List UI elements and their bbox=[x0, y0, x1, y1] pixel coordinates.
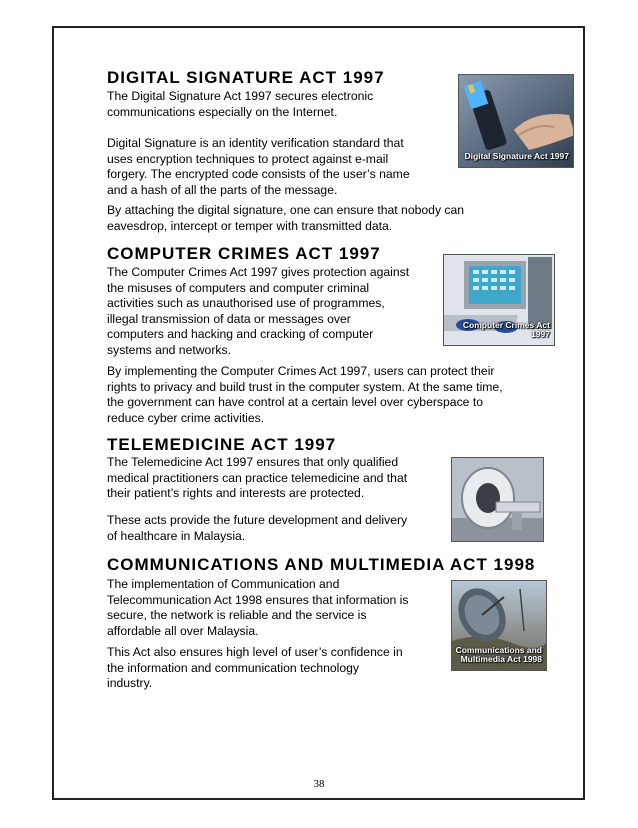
telemedicine-image bbox=[451, 457, 544, 542]
medical-scanner-icon bbox=[452, 458, 544, 542]
section-heading-computer-crimes: COMPUTER CRIMES ACT 1997 bbox=[107, 244, 381, 263]
section-heading-digital-signature: DIGITAL SIGNATURE ACT 1997 bbox=[107, 68, 385, 87]
paragraph: By implementing the Computer Crimes Act 1997, users can protect their rights to privacy and build trust in the computer system. At the same time, the government can have control at a certain level over cyberspace to reduce cyber crime activities. bbox=[107, 364, 503, 425]
image-caption: Digital Signature Act 1997 bbox=[464, 151, 569, 161]
paragraph: Digital Signature is an identity verification standard that uses encryption techniques to protect against e-mail forgery. The encrypted code consists of the user’s name and a hash of all the parts of the message. bbox=[107, 136, 410, 197]
section-heading-communications-multimedia: COMMUNICATIONS AND MULTIMEDIA ACT 1998 bbox=[107, 555, 536, 574]
page-number: 38 bbox=[313, 778, 325, 790]
image-caption: Communications and Multimedia Act 1998 bbox=[455, 645, 542, 664]
digital-signature-image bbox=[458, 74, 574, 168]
communications-image bbox=[451, 580, 547, 671]
paragraph: By attaching the digital signature, one can ensure that nobody can eavesdrop, intercept or temper with transmitted data. bbox=[107, 203, 465, 233]
paragraph: This Act also ensures high level of user’s confidence in the information and communication technology industry. bbox=[107, 645, 403, 691]
paragraph: These acts provide the future development and delivery of healthcare in Malaysia. bbox=[107, 513, 408, 543]
paragraph: The Computer Crimes Act 1997 gives protection against the misuses of computers and computer criminal activities such as unauthorised use of programmes, illegal transmission of data or messages over computers and hacking and cracking of computer systems and networks. bbox=[107, 265, 410, 357]
image-caption: Computer Crimes Act 1997 bbox=[462, 320, 550, 339]
paragraph: The Digital Signature Act 1997 secures electronic communications especially on the Internet. bbox=[107, 89, 374, 119]
paragraph: The Telemedicine Act 1997 ensures that only qualified medical practitioners can practice telemedicine and that their patient’s rights and interests are protected. bbox=[107, 455, 408, 501]
section-heading-telemedicine: TELEMEDICINE ACT 1997 bbox=[107, 435, 337, 454]
paragraph: The implementation of Communication and Telecommunication Act 1998 ensures that information is secure, the network is reliable and the service is affordable all over Malaysia. bbox=[107, 577, 409, 638]
computer-crimes-image bbox=[443, 254, 555, 346]
